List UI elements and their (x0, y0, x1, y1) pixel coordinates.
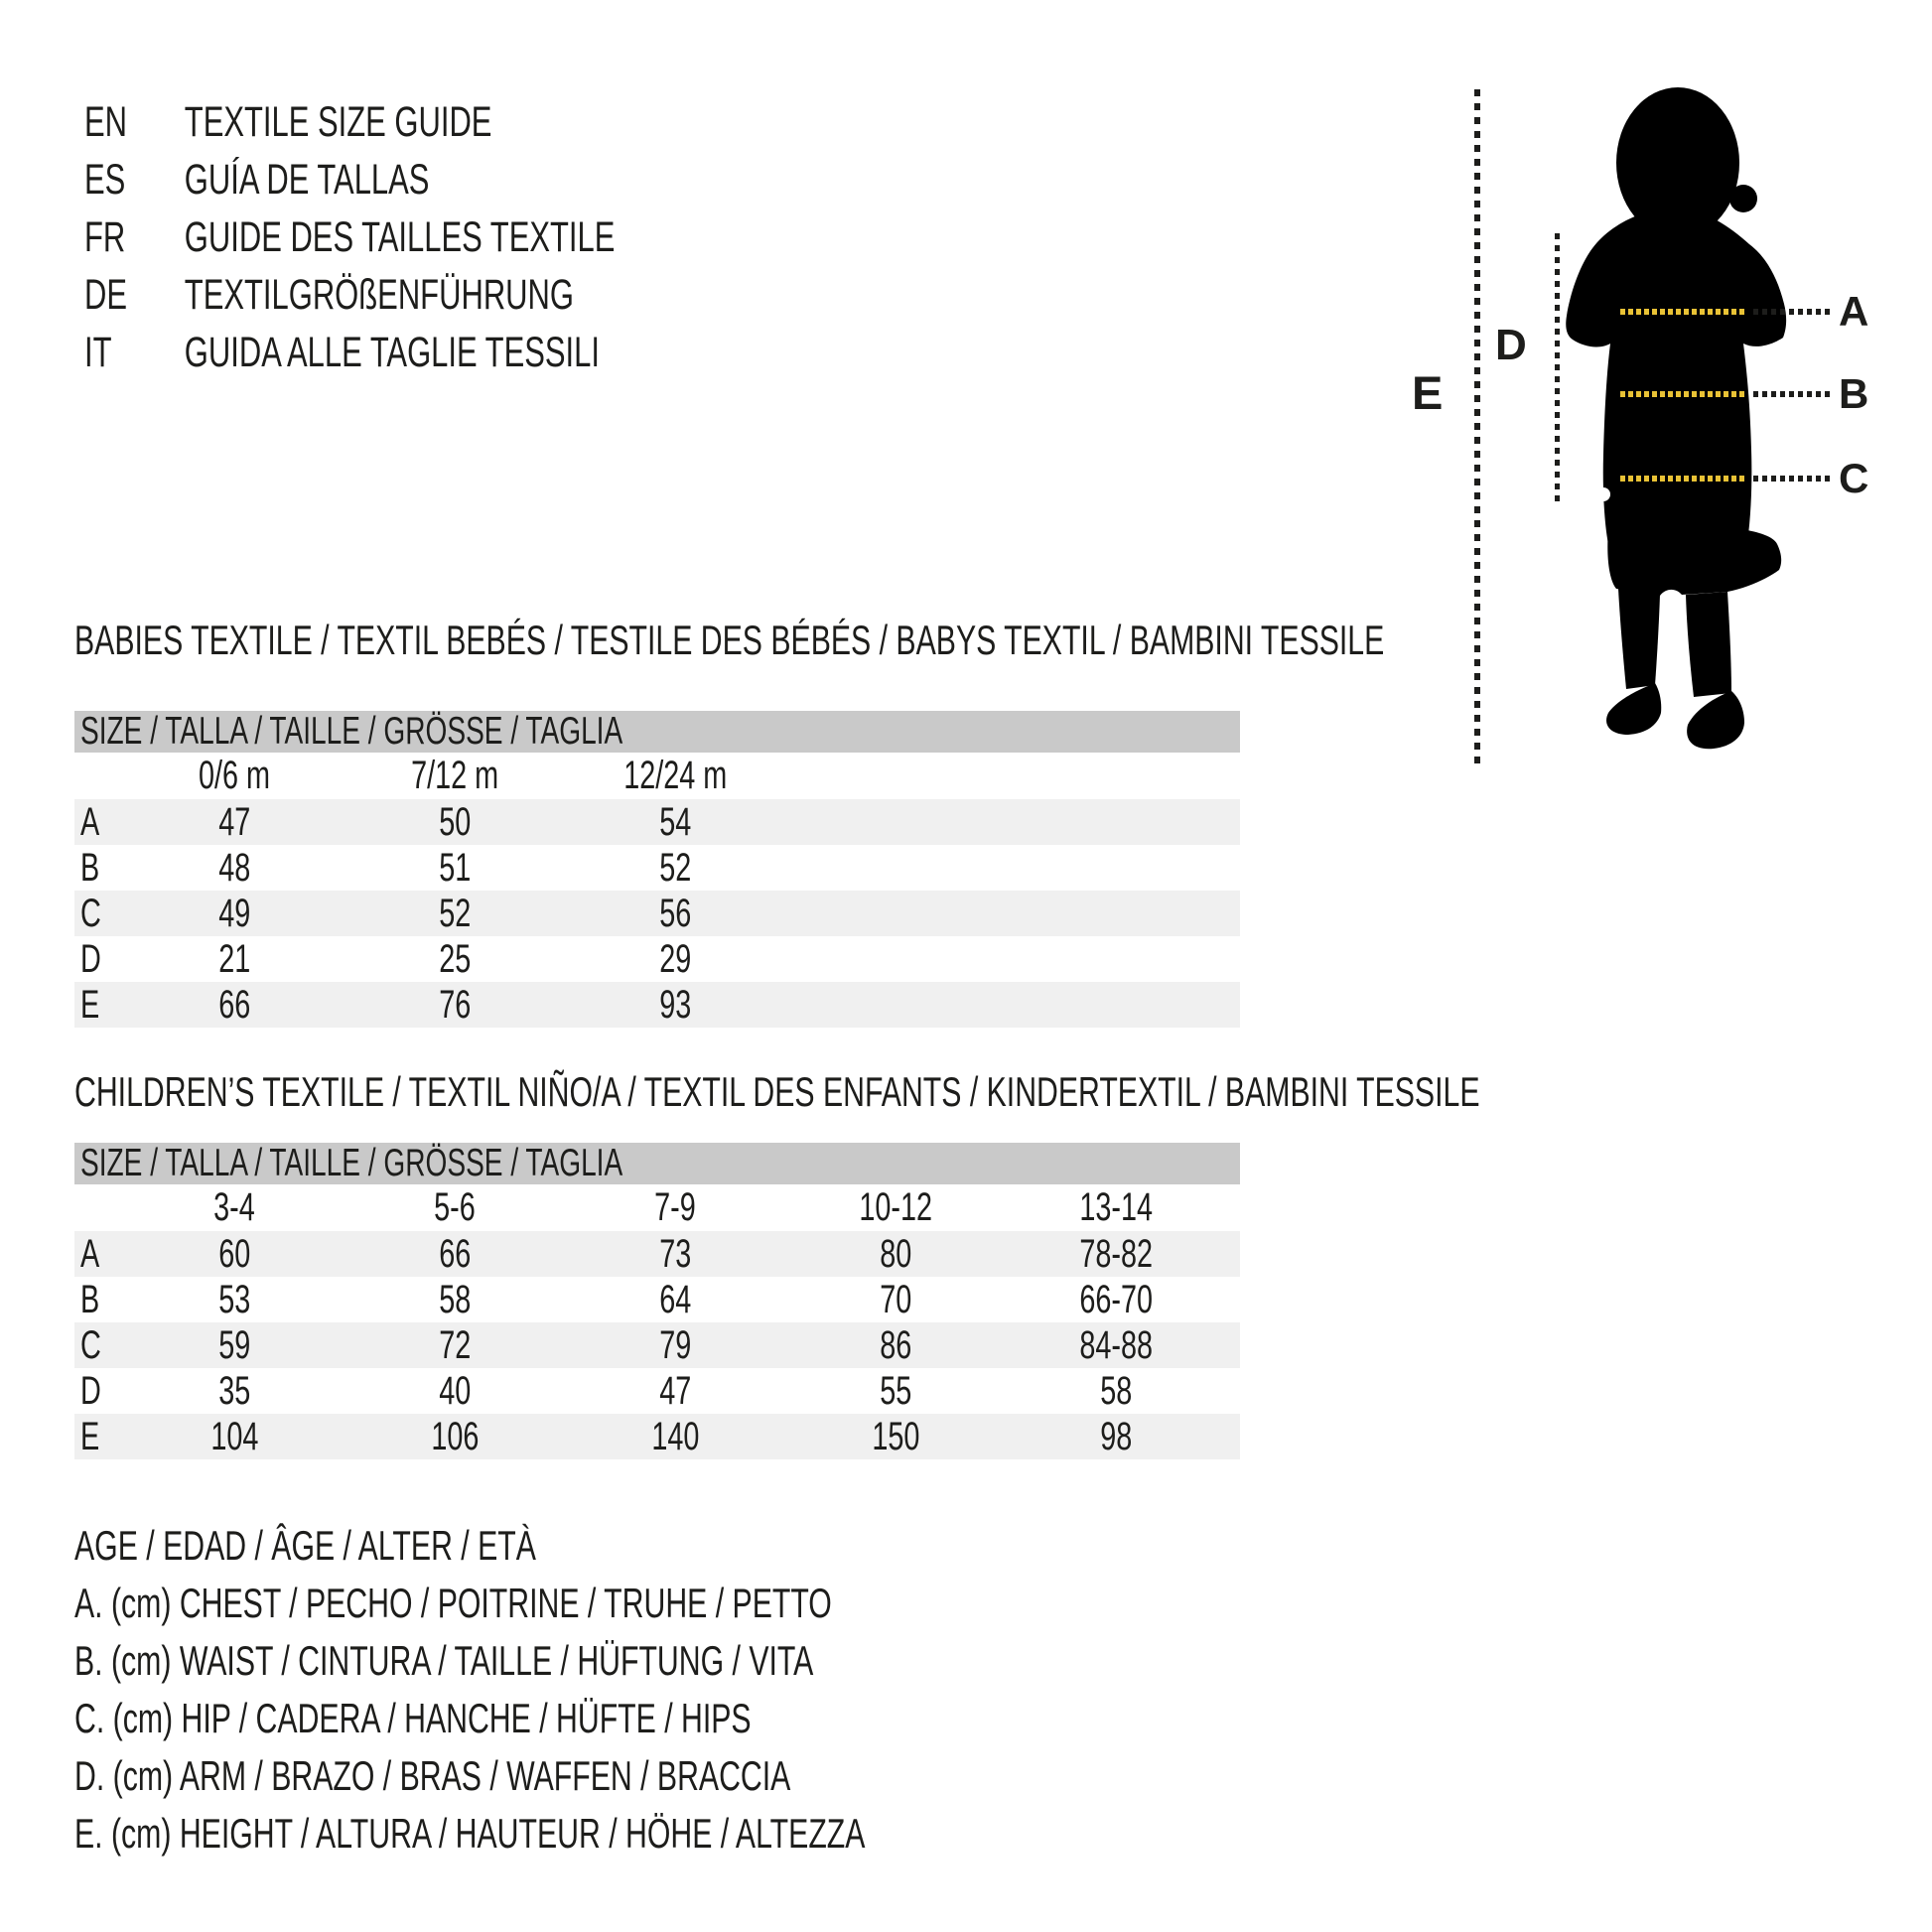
language-row-inner (84, 324, 600, 381)
children-row-E (74, 1414, 1240, 1459)
children-cell-text: 140 (650, 1414, 700, 1458)
children-column-header (345, 1185, 565, 1230)
babies-cell (345, 800, 565, 845)
children-cell-text: 59 (217, 1322, 251, 1367)
children-cell (565, 1415, 785, 1459)
language-row (84, 93, 821, 151)
babies-cell (124, 892, 345, 936)
language-row-inner (84, 93, 491, 151)
chest-line-black (1753, 309, 1831, 315)
language-row (84, 324, 821, 381)
children-cell-text: 78-82 (1079, 1231, 1153, 1276)
babies-cell (345, 937, 565, 982)
babies-cell-text: 54 (658, 799, 692, 844)
legend-line-text: D. (cm) ARM / BRAZO / BRAS / WAFFEN / BRACCIA (74, 1752, 791, 1799)
children-cell-text: 80 (879, 1231, 912, 1276)
children-size-header-bar (74, 1143, 1240, 1184)
babies-cell-text: 52 (438, 891, 472, 935)
children-row-label (74, 1323, 124, 1368)
measure-label-A: A (1839, 288, 1869, 335)
children-cell (1006, 1232, 1226, 1277)
language-title: GUIDE DES TAILLES TEXTILE (184, 213, 616, 261)
babies-cell-text: 21 (217, 936, 251, 981)
babies-column-header-text: 7/12 m (410, 754, 499, 797)
babies-column-header (565, 754, 785, 798)
language-row (84, 266, 821, 324)
children-cell (124, 1415, 345, 1459)
legend-line (74, 1575, 1173, 1632)
babies-section-title-text: BABIES TEXTILE / TEXTIL BEBÉS / TESTILE DES BÉBÉS / BABYS TEXTIL / BAMBINI TESSILE (74, 617, 1385, 663)
children-column-header (565, 1185, 785, 1230)
children-cell (1006, 1369, 1226, 1414)
babies-row-label-text: B (80, 845, 100, 890)
children-row-label (74, 1278, 124, 1322)
language-code: FR (84, 213, 126, 261)
babies-cell (565, 983, 785, 1028)
language-title: TEXTILE SIZE GUIDE (184, 98, 492, 146)
children-column-header-row (74, 1184, 1240, 1231)
language-row (84, 151, 821, 208)
babies-row-label (74, 846, 124, 891)
legend-line-text: E. (cm) HEIGHT / ALTURA / HAUTEUR / HÖHE / ALTEZZA (74, 1810, 866, 1857)
legend-line (74, 1805, 1173, 1863)
children-row-label-text: E (80, 1414, 100, 1458)
babies-cell-text: 93 (658, 982, 692, 1027)
children-cell-text: 79 (658, 1322, 692, 1367)
babies-row-label (74, 937, 124, 982)
hip-line-yellow (1620, 476, 1744, 482)
hip-line-black (1753, 476, 1831, 482)
children-cell-text: 66 (438, 1231, 472, 1276)
babies-column-header-row (74, 753, 1240, 799)
legend-line-text: B. (cm) WAIST / CINTURA / TAILLE / HÜFTUNG / VITA (74, 1637, 814, 1684)
babies-cell (124, 800, 345, 845)
children-cell-text: 60 (217, 1231, 251, 1276)
babies-cell-text: 56 (658, 891, 692, 935)
babies-cell (124, 937, 345, 982)
babies-cell-text: 29 (658, 936, 692, 981)
children-cell (785, 1415, 1006, 1459)
language-title: TEXTILGRÖßENFÜHRUNG (184, 271, 574, 319)
children-cell (785, 1278, 1006, 1322)
children-section-title (74, 1066, 1932, 1118)
waist-line-black (1753, 391, 1831, 397)
babies-row-label-text: A (80, 799, 100, 844)
children-cell (565, 1323, 785, 1368)
children-cell-text: 84-88 (1079, 1322, 1153, 1367)
babies-row-C (74, 891, 1240, 936)
children-cell (345, 1415, 565, 1459)
children-cell (345, 1323, 565, 1368)
children-cell-text: 73 (658, 1231, 692, 1276)
language-code: EN (84, 98, 128, 146)
babies-cell (345, 846, 565, 891)
language-row-inner (84, 151, 429, 208)
children-cell-text: 53 (217, 1277, 251, 1321)
babies-row-label-text: D (80, 936, 101, 981)
children-row-C (74, 1322, 1240, 1368)
babies-cell-text: 76 (438, 982, 472, 1027)
language-row-inner (84, 266, 574, 324)
children-column-header (124, 1185, 345, 1230)
children-cell (345, 1369, 565, 1414)
language-title: GUIDA ALLE TAGLIE TESSILI (184, 329, 600, 376)
language-title-list (84, 93, 821, 381)
babies-cell (565, 892, 785, 936)
language-code: IT (84, 329, 112, 376)
legend-line-text: C. (cm) HIP / CADERA / HANCHE / HÜFTE / HIPS (74, 1695, 752, 1741)
babies-cell (345, 983, 565, 1028)
babies-row-label-text: C (80, 891, 101, 935)
children-size-table (74, 1184, 1240, 1459)
children-column-header-text: 10-12 (859, 1185, 932, 1229)
children-row-label-text: A (80, 1231, 100, 1276)
babies-row-B (74, 845, 1240, 891)
children-cell (124, 1323, 345, 1368)
children-row-A (74, 1231, 1240, 1277)
measure-label-E: E (1412, 366, 1444, 419)
babies-column-header (124, 754, 345, 798)
legend-line (74, 1747, 1173, 1805)
babies-size-table (74, 753, 1240, 1028)
language-title: GUÍA DE TALLAS (184, 156, 430, 204)
babies-cell-text: 52 (658, 845, 692, 890)
babies-cell-text: 50 (438, 799, 472, 844)
babies-column-header (345, 754, 565, 798)
babies-cell (124, 846, 345, 891)
children-cell-text: 98 (1099, 1414, 1133, 1458)
babies-size-header-bar (74, 711, 1240, 753)
legend-line-text: A. (cm) CHEST / PECHO / POITRINE / TRUHE / PETTO (74, 1580, 832, 1626)
legend-line-text: AGE / EDAD / ÂGE / ALTER / ETÀ (74, 1522, 536, 1569)
children-cell (785, 1232, 1006, 1277)
babies-cell-text: 66 (217, 982, 251, 1027)
children-cell-text: 35 (217, 1368, 251, 1413)
babies-cell (565, 800, 785, 845)
babies-row-D (74, 936, 1240, 982)
children-cell (124, 1369, 345, 1414)
babies-cell-text: 51 (438, 845, 472, 890)
measure-label-B: B (1839, 370, 1869, 417)
measure-label-C: C (1839, 455, 1869, 501)
language-row-inner (84, 208, 615, 266)
children-size-header-text: SIZE / TALLA / TAILLE / GRÖSSE / TAGLIA (80, 1142, 623, 1184)
children-cell (1006, 1415, 1226, 1459)
children-cell (565, 1278, 785, 1322)
babies-cell (124, 983, 345, 1028)
babies-column-header-text: 12/24 m (622, 754, 728, 797)
children-cell (345, 1278, 565, 1322)
children-cell (1006, 1323, 1226, 1368)
children-column-header (1006, 1185, 1226, 1230)
legend-line (74, 1517, 1173, 1575)
children-column-header-text: 3-4 (213, 1185, 255, 1229)
children-cell (785, 1369, 1006, 1414)
children-cell (565, 1369, 785, 1414)
babies-cell-text: 49 (217, 891, 251, 935)
children-row-label (74, 1415, 124, 1459)
babies-cell (345, 892, 565, 936)
legend-line (74, 1690, 1173, 1747)
children-cell-text: 86 (879, 1322, 912, 1367)
children-cell-text: 47 (658, 1368, 692, 1413)
children-row-label-text: D (80, 1368, 101, 1413)
legend-line (74, 1632, 1173, 1690)
children-row-label (74, 1369, 124, 1414)
children-cell-text: 58 (438, 1277, 472, 1321)
children-cell-text: 72 (438, 1322, 472, 1367)
children-cell (1006, 1278, 1226, 1322)
children-cell (124, 1278, 345, 1322)
babies-row-A (74, 799, 1240, 845)
babies-section-title (74, 615, 1893, 666)
babies-row-label (74, 892, 124, 936)
children-row-label (74, 1232, 124, 1277)
language-code: DE (84, 271, 128, 319)
waist-line-yellow (1620, 391, 1744, 397)
children-row-label-text: C (80, 1322, 101, 1367)
babies-cell (565, 937, 785, 982)
children-cell (785, 1323, 1006, 1368)
children-cell-text: 40 (438, 1368, 472, 1413)
children-cell (565, 1232, 785, 1277)
babies-cell-text: 25 (438, 936, 472, 981)
children-row-B (74, 1277, 1240, 1322)
children-cell (124, 1232, 345, 1277)
children-cell-text: 58 (1099, 1368, 1133, 1413)
measure-label-D: D (1495, 321, 1527, 369)
children-cell (345, 1232, 565, 1277)
children-column-header-text: 5-6 (434, 1185, 476, 1229)
children-cell-text: 55 (879, 1368, 912, 1413)
chest-line-yellow (1620, 309, 1744, 315)
babies-cell (565, 846, 785, 891)
children-column-header-text: 7-9 (654, 1185, 696, 1229)
children-cell-text: 64 (658, 1277, 692, 1321)
language-row (84, 208, 821, 266)
children-section-title-text: CHILDREN’S TEXTILE / TEXTIL NIÑO/A / TEXTIL DES ENFANTS / KINDERTEXTIL / BAMBINI TESSILE (74, 1068, 1480, 1115)
children-cell-text: 106 (430, 1414, 480, 1458)
children-cell-text: 104 (209, 1414, 259, 1458)
children-column-header-text: 13-14 (1079, 1185, 1153, 1229)
measurement-figure (1390, 60, 1932, 794)
babies-column-header-text: 0/6 m (198, 754, 271, 797)
children-row-D (74, 1368, 1240, 1414)
babies-row-label-text: E (80, 982, 100, 1027)
babies-size-header-text: SIZE / TALLA / TAILLE / GRÖSSE / TAGLIA (80, 710, 623, 753)
language-code: ES (84, 156, 126, 204)
babies-cell-text: 47 (217, 799, 251, 844)
children-cell-text: 70 (879, 1277, 912, 1321)
child-silhouette (1549, 77, 1807, 772)
children-cell-text: 150 (871, 1414, 920, 1458)
measurement-legend (74, 1517, 1173, 1863)
babies-row-label (74, 983, 124, 1028)
children-cell-text: 66-70 (1079, 1277, 1153, 1321)
babies-row-E (74, 982, 1240, 1028)
children-row-label-text: B (80, 1277, 100, 1321)
babies-cell-text: 48 (217, 845, 251, 890)
children-column-header (785, 1185, 1006, 1230)
babies-row-label (74, 800, 124, 845)
